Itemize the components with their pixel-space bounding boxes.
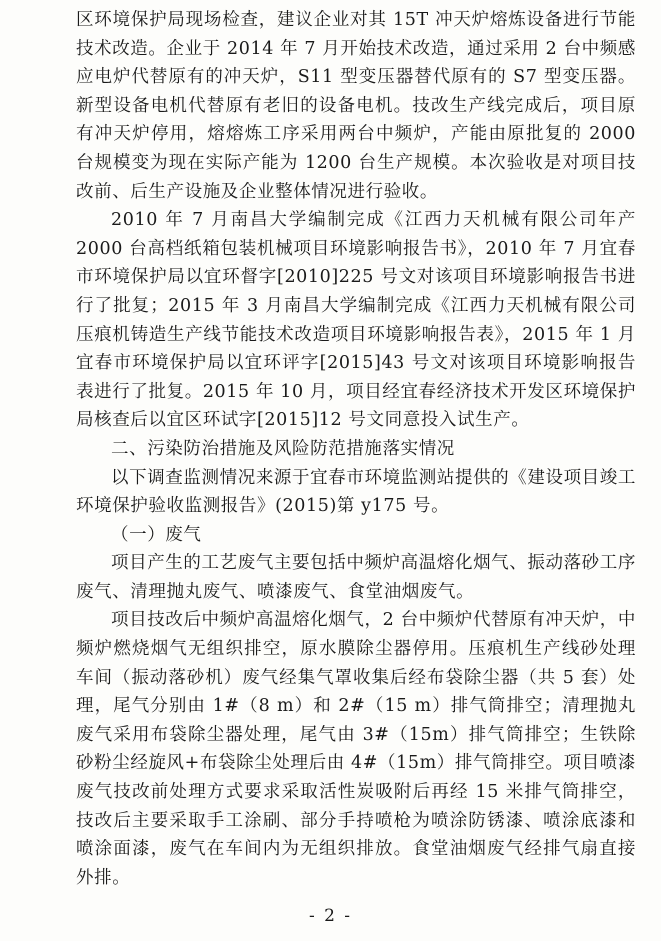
paragraph-approval-history: 2010 年 7 月南昌大学编制完成《江西力天机械有限公司年产 2000 台高档纸箱包装机械项目环境影响报告书》，2010 年 7 月宜春市环境保护局以宜环督字[2010]225 号文对该项目环境影响报告书进行了批复；2015 年 3 月南昌大学编制完成《江西力天机械有限公司压痕机铸造生产线节能技术改造项目环境影响报告表》，2015 年 1 月宜春市环境保护局以宜环评字[2015]43 号文对该项目环境影响报告表进行了批复。2015 年 10 月，项目经宜春经济技术开发区环境保护局核查后以宜区环试字[2015]12 号文同意投入试生产。 <box>76 210 636 431</box>
section-heading: 二、污染防治措施及风险防范措施落实情况 <box>111 438 455 459</box>
paragraph-project-renovation: 区环境保护局现场检查，建议企业对其 15T 冲天炉熔炼设备进行节能技术改造。企业于 2014 年 7 月开始技术改造，通过采用 2 台中频感应电炉代替原有的冲天炉，S11 型变压器替代原有的 S7 型变压器。新型设备电机代替原有老旧的设备电机。技改生产线完成后，项目原有冲天炉停用，熔熔炼工序采用两台中频炉，产能由原批复的 2000 台规模变为现在实际产能为 1200 台生产规模。本次验收是对项目技改前、后生产设施及企业整体情况进行验收。 <box>76 10 636 202</box>
paragraph-data-source: 以下调查监测情况来源于宜春市环境监测站提供的《建设项目竣工环境保护验收监测报告》(2015)第 y175 号。 <box>76 467 636 517</box>
subsection-heading-waste-gas: （一）废气 <box>111 524 202 545</box>
paragraph-waste-gas-types: 项目产生的工艺废气主要包括中频炉高温熔化烟气、振动落砂工序废气、清理抛丸废气、喷漆废气、食堂油烟废气。 <box>76 553 636 602</box>
document-body <box>76 6 636 892</box>
paragraph-waste-gas-treatment: 项目技改后中频炉高温熔化烟气，2 台中频炉代替原有冲天炉，中频炉燃烧烟气无组织排空，原水膜除尘器停用。压痕机生产线砂处理车间（振动落砂机）废气经集气罩收集后经布袋除尘器（共 5 套）处理，尾气分别由 1#（8 m）和 2#（15 m）排气筒排空；清理抛丸废气采用布袋除尘器处理，尾气由 3#（15m）排气筒排空；生铁除砂粉尘经旋风+布袋除尘处理后由 4#（15m）排气筒排空。项目喷漆废气技改前处理方式要求采取活性炭吸附后再经 15 米排气筒排空，技改后主要采取手工涂刷、部分手持喷枪为喷涂防锈漆、喷涂底漆和喷涂面漆，废气在车间内为无组织排放。食堂油烟废气经排气扇直接外排。 <box>76 610 636 888</box>
page-number: - 2 - <box>308 906 353 926</box>
